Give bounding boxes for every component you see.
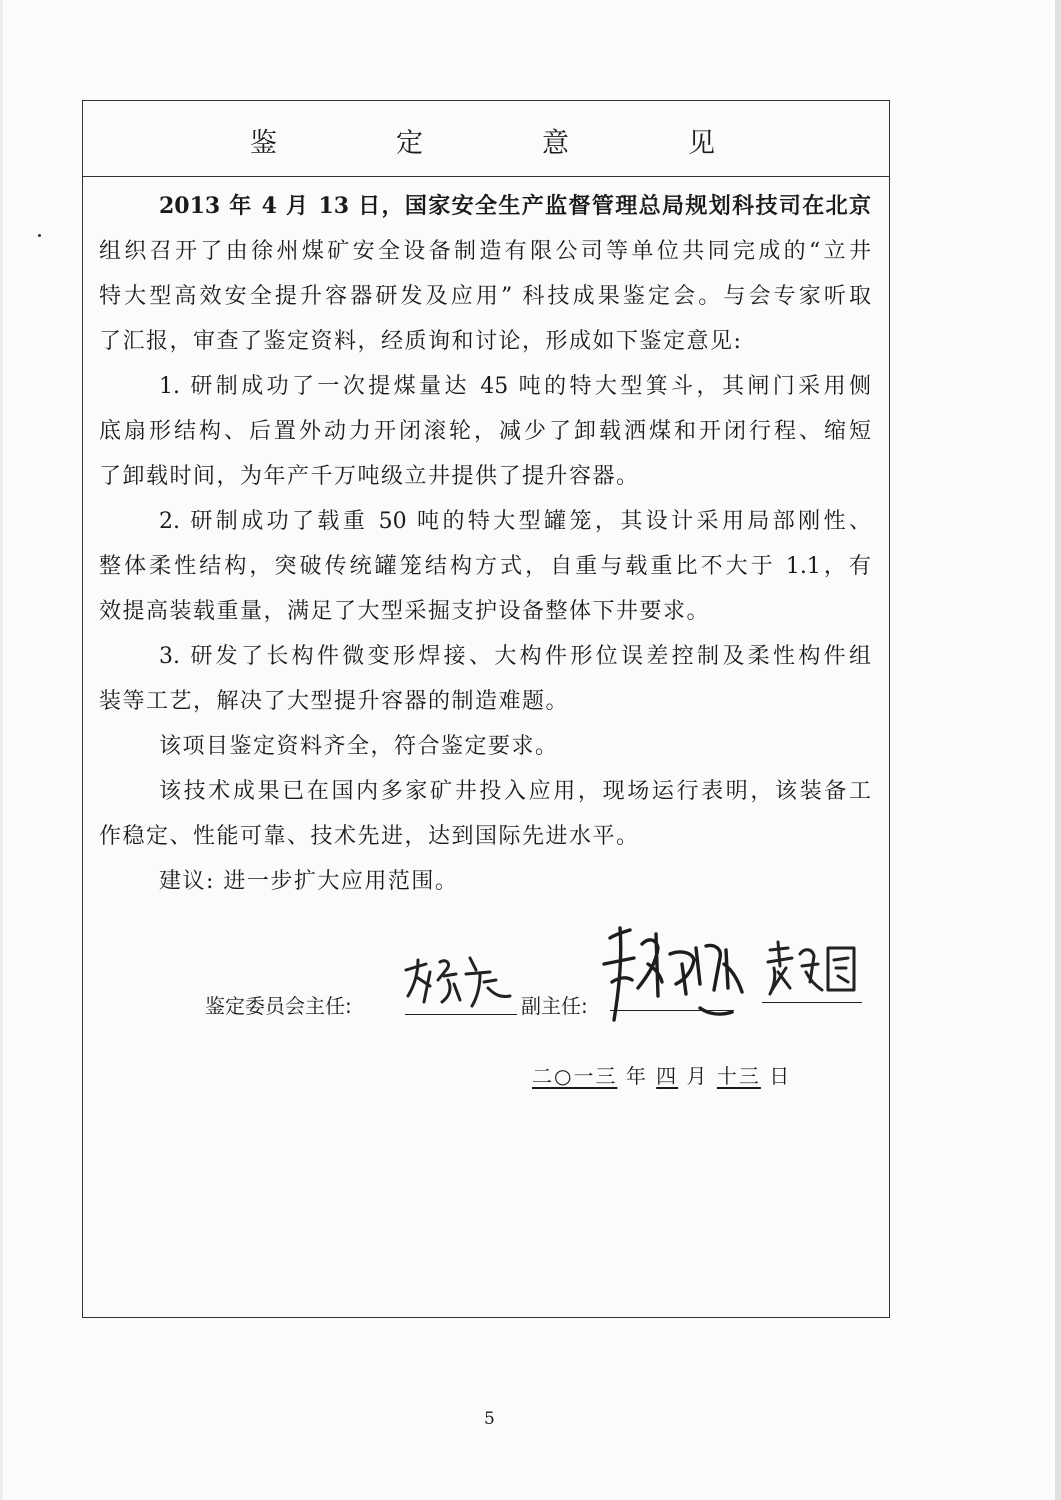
text-line: 2013 年 4 月 13 日，国家安全生产监督管理总局规划科技司在北京 (159, 193, 871, 219)
text-line: 特大型高效安全提升容器研发及应用” 科技成果鉴定会。与会专家听取 (99, 284, 871, 309)
table-title-row (83, 101, 889, 177)
text-line: 底扇形结构、后置外动力开闭滚轮，减少了卸载洒煤和开闭行程、缩短 (99, 419, 871, 444)
title-char: 定 (396, 128, 423, 159)
chair-signature-line (405, 1014, 517, 1015)
text-line: 整体柔性结构，突破传统罐笼结构方式，自重与载重比不大于 1.1，有 (99, 554, 871, 579)
text-line: 2. 研制成功了载重 50 吨的特大型罐笼，其设计采用局部刚性、 (159, 509, 871, 534)
title-char: 鉴 (250, 128, 277, 159)
chair-handwritten-signature (400, 952, 520, 1014)
text-line: 组织召开了由徐州煤矿安全设备制造有限公司等单位共同完成的“立井 (99, 239, 871, 264)
date-line (532, 1060, 791, 1089)
date-day: 十三 (716, 1064, 761, 1088)
text-line: 了汇报，审查了鉴定资料，经质询和讨论，形成如下鉴定意见: (99, 329, 743, 354)
text-line: 了卸载时间，为年产千万吨级立井提供了提升容器。 (99, 464, 640, 489)
scan-edge-left (0, 0, 3, 1500)
scan-speck (38, 234, 41, 237)
scan-edge-right (1055, 0, 1061, 1500)
date-month-unit: 月 (686, 1064, 709, 1088)
date-month: 四 (656, 1064, 679, 1088)
chair-label: 鉴定委员会主任: (205, 994, 352, 1018)
text-line: 该项目鉴定资料齐全，符合鉴定要求。 (159, 734, 559, 759)
title-char: 见 (688, 128, 715, 159)
date-day-unit: 日 (769, 1064, 792, 1088)
appraisal-opinion-table (82, 100, 890, 1318)
text-line: 该技术成果已在国内多家矿井投入应用，现场运行表明，该装备工 (159, 779, 871, 804)
date-year-unit: 年 (625, 1064, 648, 1088)
text-line: 3. 研发了长构件微变形焊接、大构件形位误差控制及柔性构件组 (159, 644, 871, 669)
vice-chair-label: 副主任: (521, 994, 588, 1018)
date-year: 二○一三 (532, 1064, 618, 1088)
text-line: 装等工艺，解决了大型提升容器的制造难题。 (99, 689, 570, 714)
text-line: 建议: 进一步扩大应用范围。 (159, 869, 459, 894)
page-number: 5 (484, 1409, 495, 1429)
vice-chair-handwritten-signature-1 (596, 924, 752, 1034)
text-line: 效提高装载重量，满足了大型采掘支护设备整体下井要求。 (99, 599, 711, 624)
text-line: 1. 研制成功了一次提煤量达 45 吨的特大型箕斗，其闸门采用侧 (159, 374, 871, 399)
vice-chair-handwritten-signature-2 (764, 938, 864, 1004)
title-char: 意 (542, 128, 569, 159)
text-line: 作稳定、性能可靠、技术先进，达到国际先进水平。 (99, 824, 640, 849)
